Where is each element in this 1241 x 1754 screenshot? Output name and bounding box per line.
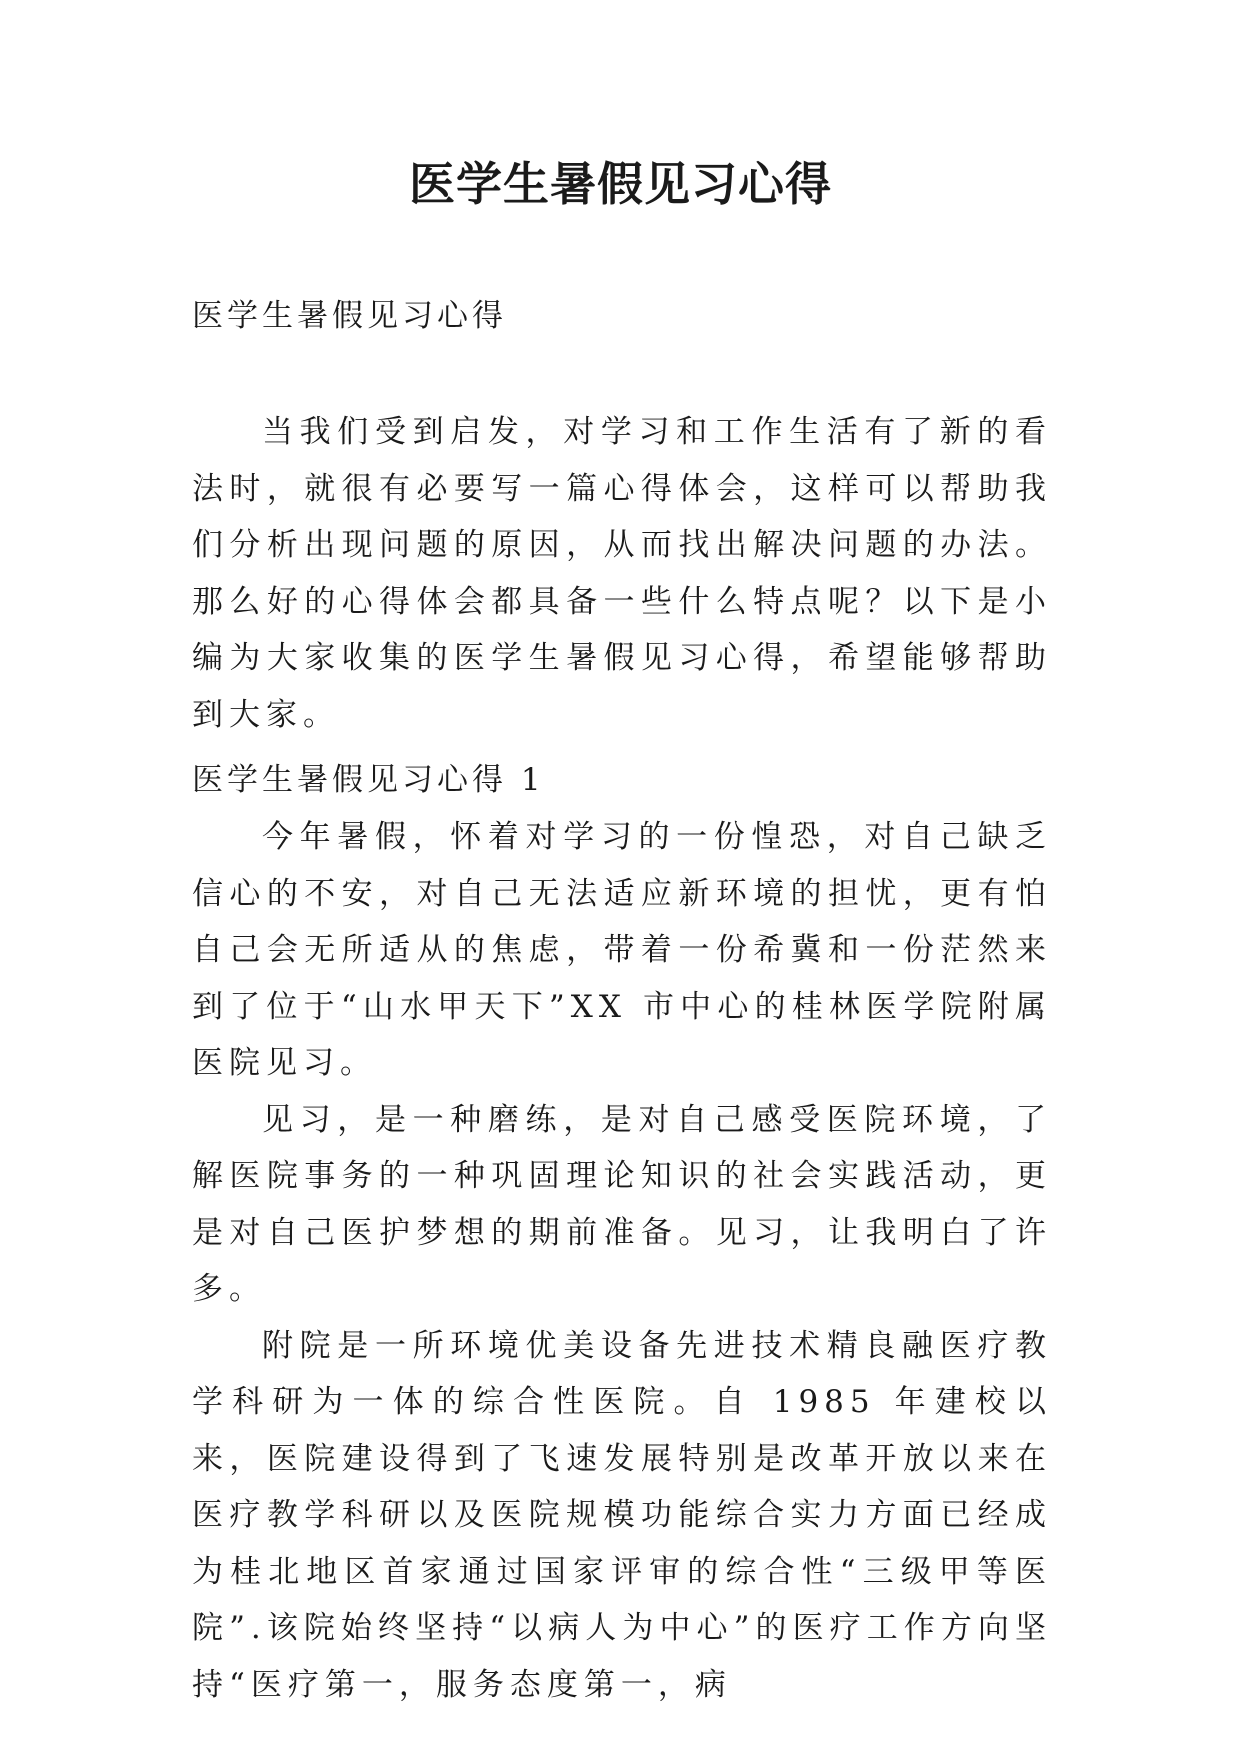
- section-paragraph: 今年暑假，怀着对学习的一份惶恐，对自己缺乏信心的不安，对自己无法适应新环境的担忧，更有怕自己会无所适从的焦虑，带着一份希冀和一份茫然来到了位于“山水甲天下”XX 市中心的桂林医学院附属医院见习。: [192, 819, 1052, 1081]
- section-heading: 医学生暑假见习心得 1: [192, 762, 545, 798]
- document-title: 医学生暑假见习心得: [409, 157, 832, 211]
- section-paragraph: 见习，是一种磨练，是对自己感受医院环境，了解医院事务的一种巩固理论知识的社会实践活动，更是对自己医护梦想的期前准备。见习，让我明白了许多。: [192, 1101, 1052, 1307]
- document-subtitle: 医学生暑假见习心得: [192, 298, 507, 334]
- section-paragraph: 附院是一所环境优美设备先进技术精良融医疗教学科研为一体的综合性医院。自 1985 年建校以来，医院建设得到了飞速发展特别是改革开放以来在医疗教学科研以及医院规模功能综合实力方面已经成为桂北地区首家通过国家评审的综合性“三级甲等医院”.该院始终坚持“以病人为中心”的医疗工作方向坚持“医疗第一，服务态度第一，病: [192, 1327, 1052, 1703]
- section-body: [192, 809, 1052, 1713]
- intro-paragraph: 当我们受到启发，对学习和工作生活有了新的看法时，就很有必要写一篇心得体会，这样可以帮助我们分析出现问题的原因，从而找出解决问题的办法。那么好的心得体会都具备一些什么特点呢？以下是小编为大家收集的医学生暑假见习心得，希望能够帮助到大家。: [192, 414, 1052, 733]
